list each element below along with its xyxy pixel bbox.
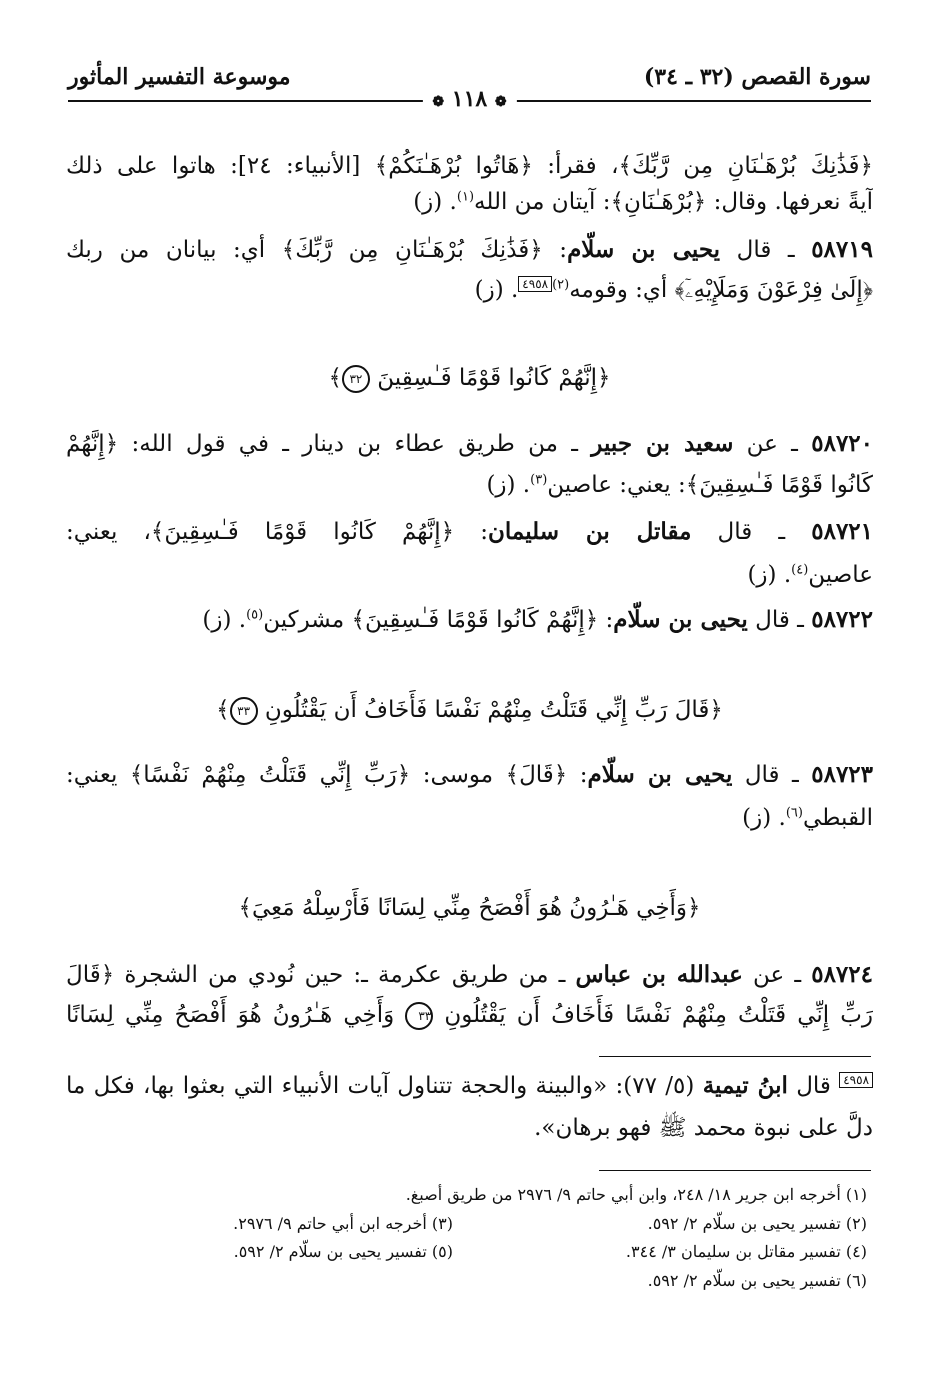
footnote-separator bbox=[599, 1170, 871, 1171]
ayah-heading bbox=[66, 888, 873, 928]
bold-text: ٥٨٧٢٠ bbox=[811, 430, 873, 457]
text-run: ﴿إِنَّهُمْ كَانُوا قَوْمًا فَـٰسِقِينَ﴾ bbox=[351, 607, 599, 633]
text-line bbox=[66, 146, 873, 186]
text-run: ـ من طريق عطاء بن دينار ـ في قول الله: bbox=[118, 431, 592, 457]
text-run: ـ من طريق عكرمة ـ: حين نُودي من الشجرة bbox=[114, 962, 576, 988]
text-run: ﴿قَالَ bbox=[66, 962, 115, 988]
text-run: القبطي bbox=[802, 805, 873, 831]
text-line bbox=[66, 465, 873, 505]
footnote-marker: (١) bbox=[456, 189, 475, 205]
text-run: موسى: bbox=[410, 762, 506, 788]
text-run: ﴿فَذَٰنِكَ بُرْهَـٰنَانِ مِن رَّبِّكَ﴾ bbox=[618, 153, 873, 179]
ayah-heading bbox=[66, 358, 873, 398]
footnote-marker: (٢) bbox=[552, 277, 570, 293]
text-line bbox=[66, 424, 873, 464]
text-run: دلَّ على نبوة محمد ﷺ فهو برهان». bbox=[534, 1115, 873, 1141]
text-run: أي: بيانان من ربك bbox=[66, 237, 282, 263]
footnote-2: (٢) تفسير يحيى بن سلّام ٢/ ٥٩٢. bbox=[647, 1214, 867, 1233]
text-run: . (ز) bbox=[742, 805, 786, 831]
text-line bbox=[66, 555, 873, 595]
footnote-marker: (٣) bbox=[530, 472, 548, 488]
text-run: ﴿فَذَٰنِكَ بُرْهَـٰنَانِ مِن رَّبِّكَ﴾ bbox=[281, 237, 543, 263]
text-run: ـ قال bbox=[747, 607, 812, 633]
cross-reference-box: ٤٩٥٨ bbox=[518, 276, 552, 292]
text-run: ﴿قَالَ﴾ bbox=[505, 762, 568, 788]
text-run: ﴾ bbox=[328, 365, 342, 391]
text-line bbox=[66, 230, 873, 270]
text-run: عاصين bbox=[808, 562, 873, 588]
text-line bbox=[66, 995, 873, 1035]
bold-text: يحيى بن سلّام bbox=[567, 236, 721, 263]
text-run: أي: وقومه bbox=[569, 277, 675, 303]
text-run: ، يعني: bbox=[66, 519, 151, 545]
text-run: مشركين bbox=[263, 607, 352, 633]
page-number-group bbox=[422, 86, 516, 112]
text-run: (٥/ ٧٧): «والبينة والحجة تتناول آيات الأنبياء التي بعثوا بها، فكل ما bbox=[66, 1073, 703, 1099]
text-run: ﴿وَأَخِي هَـٰرُونُ هُوَ أَفْصَحُ مِنِّي لِسَانًا فَأَرْسِلْهُ مَعِيَ﴾ bbox=[238, 895, 701, 921]
bold-text: عبدالله بن عباس bbox=[575, 961, 743, 988]
text-run: ﴿قَالَ رَبِّ إِنِّي قَتَلْتُ مِنْهُمْ نَفْسًا فَأَخَافُ أَن يَقْتُلُونِ bbox=[257, 697, 723, 723]
scholar-note-line bbox=[66, 1066, 873, 1106]
text-run: رَبِّ إِنِّي قَتَلْتُ مِنْهُمْ نَفْسًا فَأَخَافُ أَن يَقْتُلُونِ bbox=[433, 1002, 873, 1028]
footnote-3: (٣) أخرجه ابن أبي حاتم ٩/ ٢٩٧٦. bbox=[233, 1214, 453, 1233]
page-header bbox=[68, 62, 871, 112]
text-run: . (ز) bbox=[747, 562, 792, 588]
cross-reference-box: ٤٩٥٨ bbox=[839, 1072, 873, 1088]
text-line bbox=[66, 798, 873, 838]
ayah-heading bbox=[66, 690, 873, 730]
text-line bbox=[66, 600, 873, 640]
ornament-icon: ❁ bbox=[494, 94, 507, 110]
text-run: ﴿هَاتُوا بُرْهَـٰنَكُمْ﴾ bbox=[374, 153, 533, 179]
text-run: . (ز) bbox=[413, 189, 457, 215]
text-run: ﴿بُرْهَـٰنَانِ﴾ bbox=[610, 189, 707, 215]
text-run: ـ عن bbox=[742, 962, 812, 988]
footnote-5: (٥) تفسير يحيى بن سلّام ٢/ ٥٩٢. bbox=[233, 1242, 453, 1261]
text-run: : آيتان من الله bbox=[474, 189, 611, 215]
bold-text: ٥٨٧٢٢ bbox=[811, 606, 873, 633]
text-run: ﴿إِلَىٰ فِرْعَوْنَ وَمَلَإِيْهِۦٓ﴾ bbox=[674, 277, 873, 303]
footnote-marker: (٥) bbox=[246, 607, 264, 623]
scholar-note-line bbox=[66, 1108, 873, 1148]
text-run: ﴾ bbox=[216, 697, 230, 723]
footnote-marker: (٤) bbox=[791, 562, 809, 578]
surah-title: سورة القصص (٣٢ ـ ٣٤) bbox=[643, 64, 871, 90]
text-run: ، فقرأ: bbox=[532, 153, 619, 179]
text-run: وَأَخِي هَـٰرُونُ هُوَ أَفْصَحُ مِنِّي لِسَانًا bbox=[66, 1002, 406, 1028]
bold-text: يحيى بن سلّام bbox=[587, 761, 733, 788]
text-run: . (ز) bbox=[486, 472, 531, 498]
book-title: موسوعة التفسير المأثور bbox=[68, 64, 291, 90]
ayah-number-icon: ٣٣ bbox=[405, 1002, 433, 1030]
bold-text: مقاتل بن سليمان bbox=[488, 518, 692, 545]
bold-text: ٥٨٧١٩ bbox=[811, 236, 873, 263]
bold-text: سعيد بن جبير bbox=[591, 430, 734, 457]
text-run: ـ قال bbox=[691, 519, 812, 545]
text-run: يعني: bbox=[66, 762, 130, 788]
text-run: ﴿إِنَّهُمْ كَانُوا قَوْمًا فَـٰسِقِينَ﴾ bbox=[150, 519, 455, 545]
text-run: آيةً نعرفها. وقال: bbox=[706, 189, 873, 215]
text-run: . (ز) bbox=[202, 607, 247, 633]
text-line bbox=[66, 955, 873, 995]
text-run: : bbox=[567, 762, 588, 788]
text-run: ﴿إِنَّهُمْ كَانُوا قَوْمًا فَـٰسِقِينَ bbox=[369, 365, 611, 391]
bold-text: ٥٨٧٢١ bbox=[811, 518, 873, 545]
ayah-number-icon: ٣٣ bbox=[230, 697, 258, 725]
text-line bbox=[66, 512, 873, 552]
text-run: كَانُوا قَوْمًا فَـٰسِقِينَ﴾ bbox=[685, 472, 873, 498]
text-run: ـ قال bbox=[720, 237, 812, 263]
note-separator bbox=[599, 1056, 871, 1057]
text-line bbox=[66, 270, 873, 310]
text-run: [الأنبياء: ٢٤]: هاتوا على ذلك bbox=[66, 153, 375, 179]
bold-text: يحيى بن سلّام bbox=[613, 606, 748, 633]
page-number: ١١٨ bbox=[451, 86, 488, 112]
text-run: : bbox=[454, 519, 489, 545]
text-line bbox=[66, 755, 873, 795]
bold-text: ٥٨٧٢٣ bbox=[811, 761, 873, 788]
text-run: : bbox=[542, 237, 568, 263]
footnote-6: (٦) تفسير يحيى بن سلّام ٢/ ٥٩٢. bbox=[647, 1271, 867, 1290]
text-run: ـ عن bbox=[733, 431, 812, 457]
ornament-icon: ❁ bbox=[432, 94, 445, 110]
footnote-1: (١) أخرجه ابن جرير ١٨/ ٢٤٨، وابن أبي حاتم ٩/ ٢٩٧٦ من طريق أصبغ. bbox=[405, 1185, 867, 1204]
text-run: : يعني: عاصين bbox=[547, 472, 686, 498]
text-run: : bbox=[598, 607, 614, 633]
bold-text: ٥٨٧٢٤ bbox=[811, 961, 873, 988]
text-run: . (ز) bbox=[474, 277, 519, 303]
text-run: قال bbox=[787, 1073, 840, 1099]
footnote-4: (٤) تفسير مقاتل بن سليمان ٣/ ٣٤٤. bbox=[625, 1242, 867, 1261]
footnote-marker: (٦) bbox=[785, 805, 803, 821]
bold-text: ابنُ تيمية bbox=[702, 1072, 788, 1099]
text-run: ﴿رَبِّ إِنِّي قَتَلْتُ مِنْهُمْ نَفْسًا﴾ bbox=[129, 762, 411, 788]
text-run: ﴿إِنَّهُمْ bbox=[66, 431, 119, 457]
text-line bbox=[66, 182, 873, 222]
text-run: ـ قال bbox=[732, 762, 812, 788]
ayah-number-icon: ٣٢ bbox=[342, 365, 370, 393]
